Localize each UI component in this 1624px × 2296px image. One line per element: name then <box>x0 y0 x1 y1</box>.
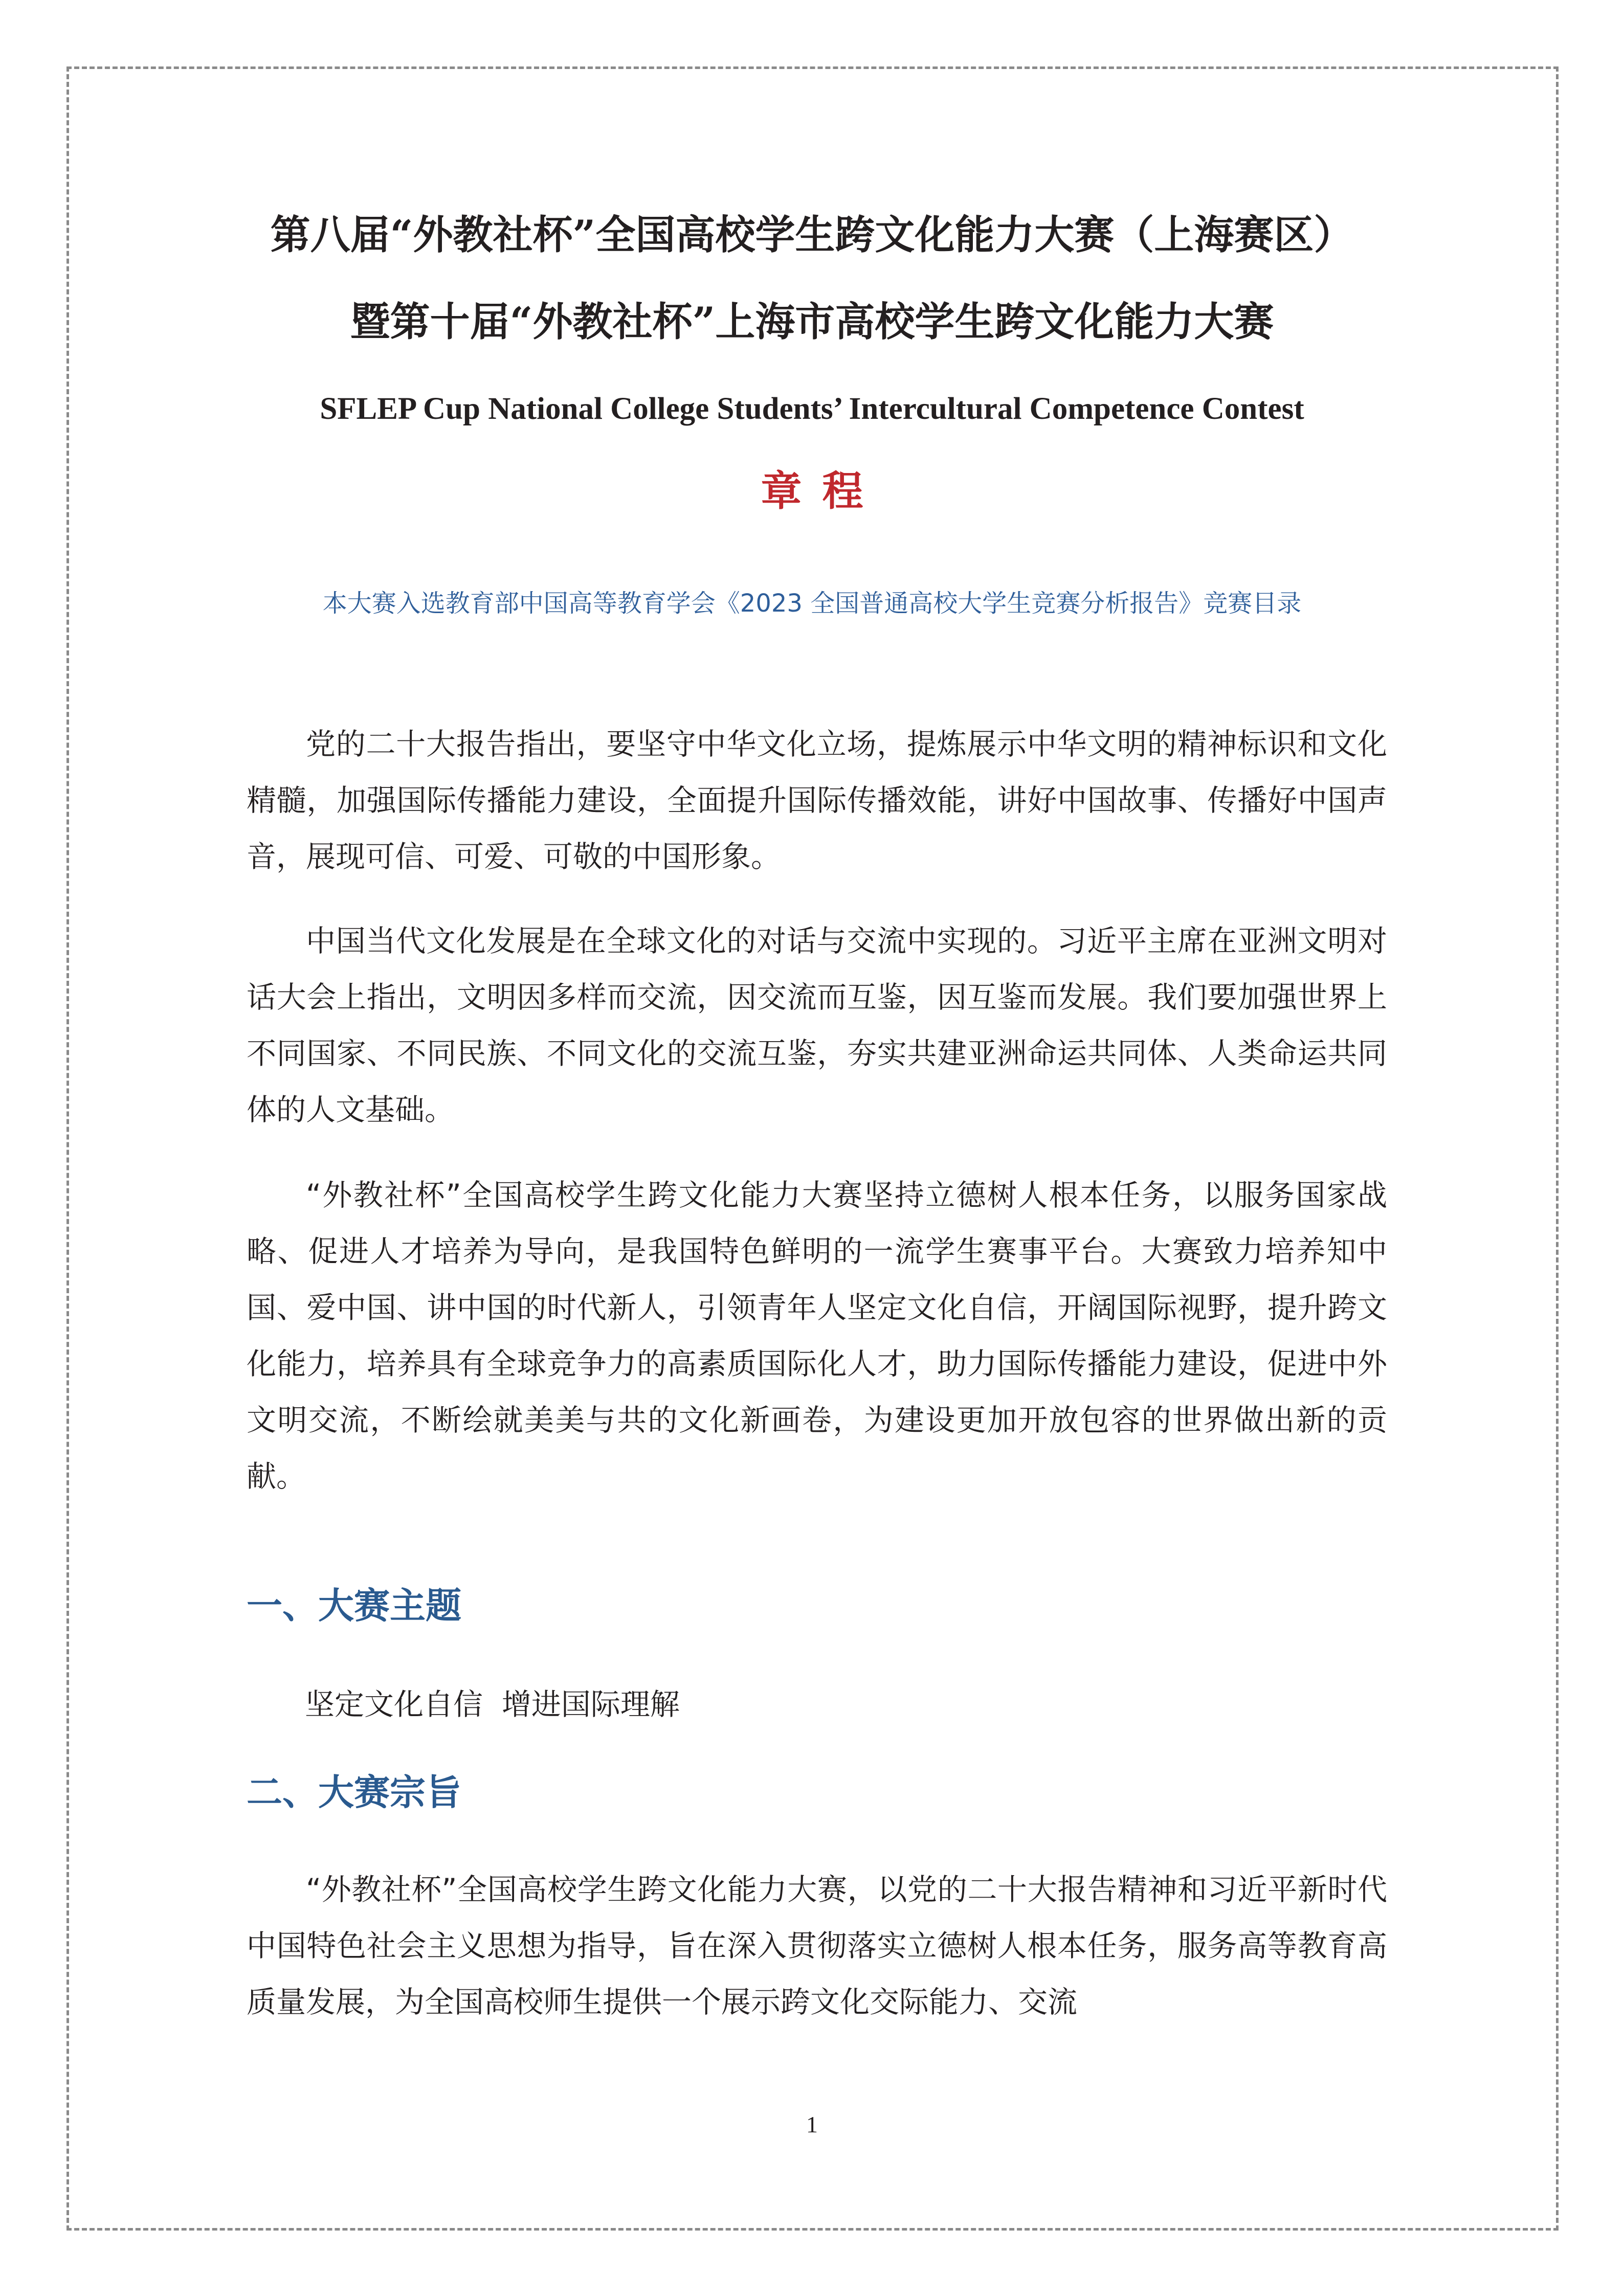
section-purpose-text: “外教社杯”全国高校学生跨文化能力大赛，以党的二十大报告精神和习近平新时代中国特色社会主义思想为指导，旨在深入贯彻落实立德树人根本任务，服务高等教育高质量发展，为全国高校师生提供一个展示跨文化交际能力、交流 <box>247 1872 1387 2019</box>
page-number: 1 <box>806 2111 818 2137</box>
title-charter: 章程 <box>761 467 884 515</box>
competition-list-notice: 本大赛入选教育部中国高等教育学会《2023 全国普通高校大学生竞赛分析报告》竞赛目录 <box>322 589 1302 618</box>
title-line-2: 暨第十届“外教社杯”上海市高校学生跨文化能力大赛 <box>350 299 1274 345</box>
section-heading-purpose: 二、大赛宗旨 <box>247 1771 461 1813</box>
section-heading-theme: 一、大赛主题 <box>247 1584 461 1627</box>
section-theme-text: 坚定文化自信 增进国际理解 <box>305 1687 680 1722</box>
intro-paragraph-1: 党的二十大报告指出，要坚守中华文化立场，提炼展示中华文明的精神标识和文化精髓，加强国际传播能力建设，全面提升国际传播效能，讲好中国故事、传播好中国声音，展现可信、可爱、可敬的中国形象。 <box>247 727 1387 874</box>
title-line-1: 第八届“外教社杯”全国高校学生跨文化能力大赛（上海赛区） <box>270 212 1354 258</box>
title-english: SFLEP Cup National College Students’ Intercultural Competence Contest <box>320 392 1304 426</box>
intro-paragraph-2: 中国当代文化发展是在全球文化的对话与交流中实现的。习近平主席在亚洲文明对话大会上指出，文明因多样而交流，因交流而互鉴，因互鉴而发展。我们要加强世界上不同国家、不同民族、不同文化的交流互鉴，夯实共建亚洲命运共同体、人类命运共同体的人文基础。 <box>247 924 1387 1127</box>
intro-paragraph-3: “外教社杯”全国高校学生跨文化能力大赛坚持立德树人根本任务，以服务国家战略、促进人才培养为导向，是我国特色鲜明的一流学生赛事平台。大赛致力培养知中国、爱中国、讲中国的时代新人，引领青年人坚定文化自信，开阔国际视野，提升跨文化能力，培养具有全球竞争力的高素质国际化人才，助力国际传播能力建设，促进中外文明交流，不断绘就美美与共的文化新画卷，为建设更加开放包容的世界做出新的贡献。 <box>247 1178 1387 1494</box>
